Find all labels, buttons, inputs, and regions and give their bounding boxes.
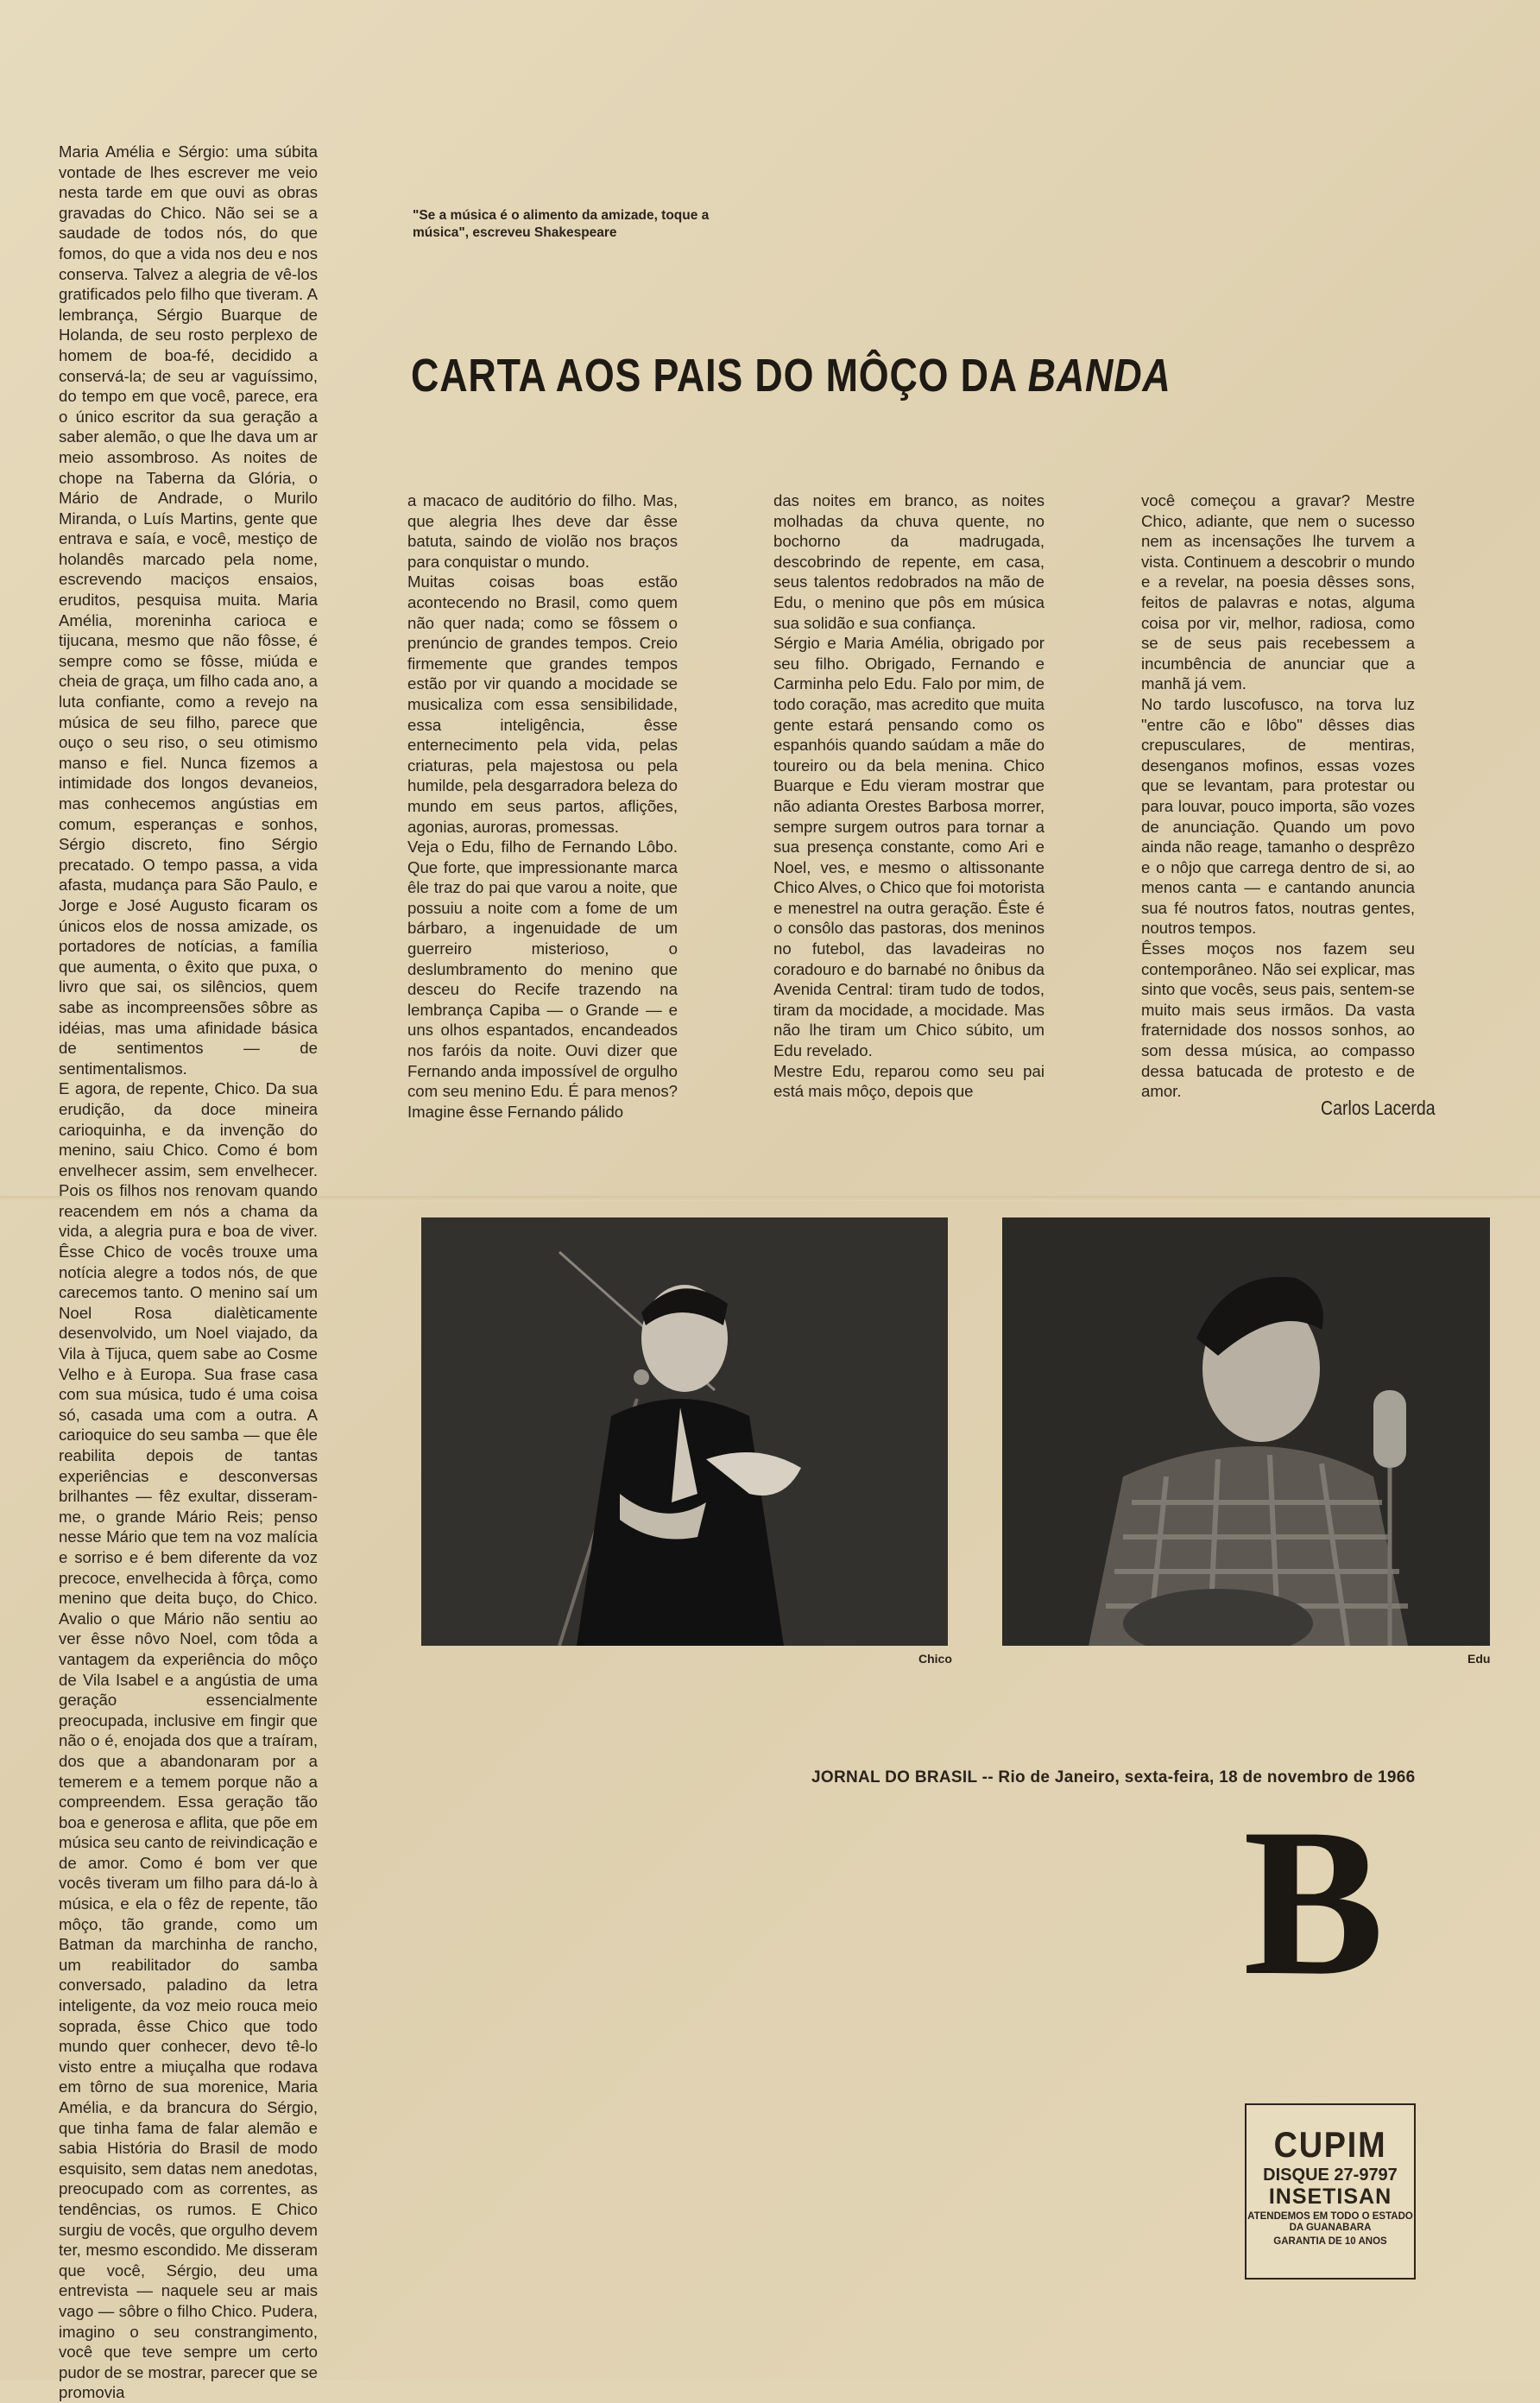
dateline: JORNAL DO BRASIL -- Rio de Janeiro, sexta-feira, 18 de novembro de 1966: [811, 1768, 1416, 1786]
headline-main: CARTA AOS PAIS DO MÔÇO DA: [411, 350, 1017, 402]
headline: [411, 349, 1171, 402]
epigraph: "Se a música é o alimento da amizade, toque a música", escreveu Shakespeare: [413, 208, 710, 240]
article-column-4: você começou a gravar? Mestre Chico, adiante, que nem o sucesso nem as incensações lhe turvem a vista. Continuem a descobrir o mundo e a revelar, na poesia dêsses sons, feitos de palavras e notas, alguma coisa por vir, melhor, radiosa, como se de seus pais recebessem a incumbência de anunciar que a manhã já vem. No tardo luscofusco, na torva luz "entre cão e lôbo" dêsses dias crepusculares, de mentiras, desenganos mofinos, essas vozes que se levantam, para protestar ou para louvar, pouco importa, são vozes de anunciação. Quando um povo ainda não reage, tamanho o desprêzo e o nôjo que carrega dentro de si, ao menos canta — e cantando anuncia sua fé noutros fatos, noutras gentes, noutros tempos. Êsses moços nos fazem seu contemporâneo. Não sei explicar, mas sinto que vocês, seus pais, sentem-se muito mais seus irmãos. Da vasta fraternidade dos nossos sonhos, ao som dessa música, ao compasso dessa batucada de protesto e de amor.: [1141, 491, 1415, 1101]
photo-caption-edu: Edu: [1467, 1652, 1491, 1666]
headline-emphasis: BANDA: [1027, 350, 1171, 402]
photo-chico: [421, 1217, 948, 1646]
photo-caption-chico: Chico: [918, 1652, 952, 1666]
ad-coverage: ATENDEMOS EM TODO O ESTADO DA GUANABARA: [1247, 2211, 1413, 2233]
article-column-2: a macaco de auditório do filho. Mas, que alegria lhes deve dar êsse batuta, saindo de violão nos braços para conquistar o mundo. Muitas coisas boas estão acontecendo no Brasil, como quem não quer nada; como se fôssem o prenúncio de grandes tempos. Creio firmemente que grandes tempos estão por vir quando a mocidade se musicaliza com essa sensibilidade, essa inteligência, êsse enternecimento pela vida, pelas criaturas, pela majestosa ou pela humilde, pela desgarradora beleza do mundo em seus partos, aflições, agonias, auroras, promessas. Veja o Edu, filho de Fernando Lôbo. Que forte, que impressionante marca êle traz do pai que varou a noite, que possuiu a noite com a fome de um bárbaro, a ingenuidade de um guerreiro misterioso, o deslumbramento do menino que desceu do Recife trazendo na lembrança Capiba — o Grande — e uns olhos espantados, encandeados nos faróis da noite. Ouvi dizer que Fernando anda impossível de orgulho com seu menino Edu. É para menos? Imagine êsse Fernando pálido: [407, 491, 678, 1121]
ad-title: CUPIM: [1273, 2124, 1387, 2165]
article-column-3: das noites em branco, as noites molhadas da chuva quente, no bochorno da madrugada, descobrindo de repente, em casa, seus talentos redobrados na mão de Edu, o menino que pôs em música sua solidão e sua confiança. Sérgio e Maria Amélia, obrigado por seu filho. Obrigado, Fernando e Carminha pelo Edu. Falo por mim, de todo coração, mas acredito que muita gente estará pensando como os espanhóis quando saúdam a mãe do toureiro ou da bela menina. Chico Buarque e Edu vieram mostrar que não adianta Orestes Barbosa morrer, sempre surgem outros para tornar a sua presença constante, como Ari e Noel, ves, e mesmo o altissonante Chico Alves, o Chico que foi motorista e menestrel na outra geração. Êste é o consôlo das pastoras, dos meninos no futebol, das lavadeiras no coradouro e do barnabé no ônibus da Avenida Central: tiram tudo de todos, tiram da mocidade, a mocidade. Mas não lhe tiram um Chico súbito, um Edu revelado. Mestre Edu, reparou como seu pai está mais môço, depois que: [773, 491, 1045, 1101]
article-column-1: Maria Amélia e Sérgio: uma súbita vontade de lhes escrever me veio nesta tarde em que ouvi as obras gravadas do Chico. Não sei se a saudade de todos nós, do que fomos, do que a vida nos deu e nos conserva. Talvez a alegria de vê-los gratificados pelo filho que tiveram. A lembrança, Sérgio Buarque de Holanda, de seu rosto perplexo de homem de boa-fé, decidido a conservá-la; de seu ar vaguíssimo, do tempo em que você, parece, era o único escritor da sua geração a saber alemão, o que lhe dava um ar meio assombroso. As noites de chope na Taberna da Glória, o Mário de Andrade, o Murilo Miranda, o Luís Martins, gente que entrava e saía, e você, mestiço de holandês marcado pela nome, escrevendo maciços ensaios, eruditos, pesquisa muita. Maria Amélia, moreninha carioca e tijucana, mesmo que não fôsse, é sempre como se fôsse, miúda e cheia de graça, um filho cada ano, a luta confiante, como a revejo na música de seu filho, parece que ouço o seu riso, o seu otimismo manso e fiel. Nunca fizemos a intimidade dos longos devaneios, mas conhecemos angústias em comum, esperanças e sonhos, Sérgio discreto, fino Sérgio precatado. O tempo passa, a vida afasta, mudança para São Paulo, e Jorge e José Augusto ficaram os únicos elos de nossa amizade, os portadores de notícias, a família que aumenta, o êxito que puxa, o livro que sai, os silêncios, quem sabe as incompreensões sôbre as idéias, mas uma afinidade básica de sentimentos — de sentimentalismos. E agora, de repente, Chico. Da sua erudição, da doce mineira carioquinha, e da invenção do menino, saiu Chico. Como é bom envelhecer assim, sem envelhecer. Pois os filhos nos renovam quando reacendem em nós a chama da vida, a alegria pura e boa de viver. Êsse Chico de vocês trouxe uma notícia alegre a todos nós, de que carecemos tanto. O menino saí um Noel Rosa dialèticamente desenvolvido, um Noel viajado, da Vila à Tijuca, quem sabe ao Cosme Velho e à Europa. Sua frase casa com sua música, tudo é uma coisa só, casada uma com a outra. A carioquice do seu samba — que êle reabilita depois de tantas experiências e desconversas brilhantes — fêz exultar, disseram-me, o grande Mário Reis; penso nesse Mário que tem na voz malícia e sorriso e é bem diferente da voz precoce, envelhecida à fôrça, como menino que deita buço, do Chico. Avalio o que Mário não sentiu ao ver êsse nôvo Noel, com tôda a vantagem da experiência do môço de Vila Isabel e a angústia de uma geração essencialmente preocupada, inclusive em fingir que não o é, enojada dos que a traíram, dos que a abandonaram por a temerem e a temem porque não a compreendem. Essa geração tão boa e generosa e aflita, que põe em música seu canto de reivindicação e de amor. Como é bom ver que vocês tiveram um filho para dá-lo à música, e ela o fêz de repente, tão môço, tão grande, como um Batman da marchinha de rancho, um reabilitador do samba conversado, paladino da letra inteligente, da voz meio rouca meio soprada, êsse Chico que todo mundo quer conhecer, devo tê-lo visto entre a miuçalha que rodava em tôrno de sua morenice, Maria Amélia, e da brancura do Sérgio, que tinha fama de falar alemão e sabia História do Brasil de modo esquisito, sem datas nem anedotas, preocupado com as correntes, as tendências, os rumos. E Chico surgiu de vocês, que orgulho devem ter, mesmo escondido. Me disseram que você, Sérgio, deu uma entrevista — naquele seu ar mais vago — sôbre o filho Chico. Pudera, imagino o seu constrangimento, você que teve sempre um certo pudor de se mostrar, parecer que se promovia: [59, 142, 318, 2402]
ad-warranty: GARANTIA DE 10 ANOS: [1273, 2236, 1387, 2247]
photo-edu-image: [1002, 1217, 1490, 1646]
ad-company: INSETISAN: [1268, 2185, 1392, 2209]
photo-chico-image: [421, 1217, 948, 1646]
photo-edu: [1002, 1217, 1490, 1646]
advertisement-cupim: [1245, 2103, 1416, 2280]
author-signature: Carlos Lacerda: [1321, 1097, 1436, 1119]
section-letter: B: [1243, 1785, 1385, 2019]
ad-phone: DISQUE 27-9797: [1263, 2166, 1398, 2185]
